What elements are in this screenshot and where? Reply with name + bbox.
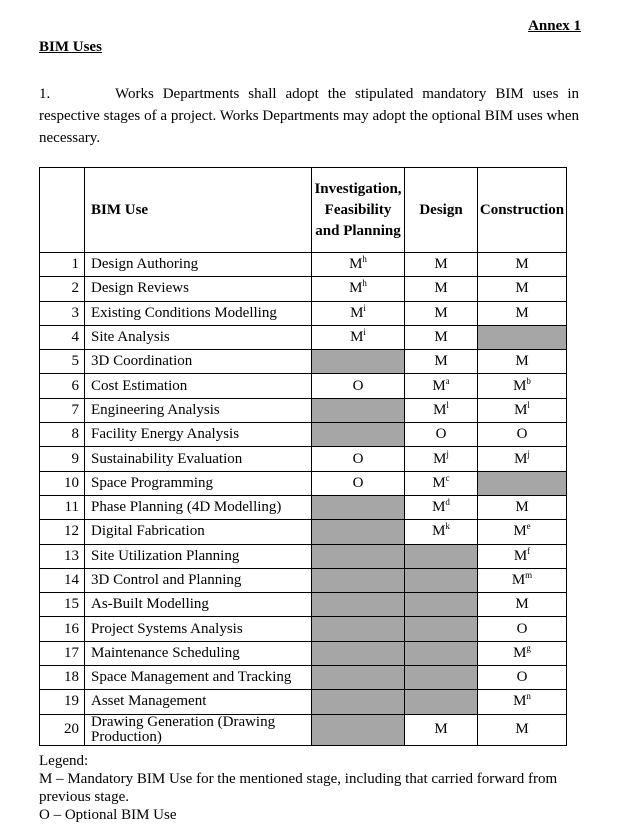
bim-use-name: Engineering Analysis (85, 398, 312, 422)
stage-des-cell (405, 520, 478, 544)
stage-requirement: M (513, 523, 527, 540)
table-row (40, 301, 567, 325)
stage-requirement: M (513, 547, 528, 564)
stage-des-cell (405, 374, 478, 398)
stage-des-cell (405, 398, 478, 422)
not-applicable-cell (405, 544, 478, 568)
table-row (40, 447, 567, 471)
header-investigation-line-1: Investigation, (314, 180, 402, 197)
stage-requirement: M (434, 721, 448, 738)
table-row (40, 350, 567, 374)
stage-des-cell (405, 714, 478, 745)
header-design: Design (405, 168, 478, 253)
paragraph-text: Works Departments shall adopt the stipulated mandatory BIM uses in respective stages of a project. Works Departments may adopt the optional BIM uses when necessary. (39, 86, 579, 146)
footnote-marker: k (445, 521, 450, 532)
bim-use-name: Facility Energy Analysis (85, 423, 312, 447)
footnote-marker: e (526, 521, 531, 532)
not-applicable-cell (312, 350, 405, 374)
stage-con-cell (478, 277, 567, 301)
table-header-row (40, 168, 567, 253)
stage-requirement: M (515, 499, 529, 516)
legend-mandatory: M – Mandatory BIM Use for the mentioned stage, including that carried forward from previous stage. (39, 771, 558, 805)
not-applicable-cell (478, 471, 567, 495)
table-row (40, 641, 567, 665)
footnote-marker: j (527, 448, 530, 459)
stage-inv-cell (312, 253, 405, 277)
stage-requirement: M (349, 280, 363, 297)
table-row (40, 471, 567, 495)
stage-des-cell (405, 325, 478, 349)
table-row (40, 277, 567, 301)
legend (39, 752, 584, 824)
table-row (40, 253, 567, 277)
stage-con-cell (478, 593, 567, 617)
stage-requirement: M (515, 304, 529, 321)
stage-inv-cell (312, 447, 405, 471)
stage-con-cell (478, 398, 567, 422)
footnote-marker: d (445, 497, 450, 508)
row-number: 13 (40, 544, 85, 568)
stage-con-cell (478, 350, 567, 374)
table-row (40, 398, 567, 422)
table-row (40, 666, 567, 690)
bim-use-name: As-Built Modelling (85, 593, 312, 617)
stage-des-cell (405, 301, 478, 325)
table-body (40, 253, 567, 746)
row-number: 4 (40, 325, 85, 349)
stage-inv-cell (312, 471, 405, 495)
footnote-marker: h (362, 254, 367, 265)
footnote-marker: l (527, 399, 530, 410)
row-number: 6 (40, 374, 85, 398)
stage-requirement: M (514, 401, 528, 418)
stage-requirement: M (515, 721, 529, 738)
not-applicable-cell (312, 423, 405, 447)
bim-use-name: Phase Planning (4D Modelling) (85, 495, 312, 519)
header-number-cell (40, 168, 85, 253)
table-row (40, 544, 567, 568)
bim-use-name: Drawing Generation (Drawing Production) (85, 714, 312, 745)
bim-use-name: Space Programming (85, 471, 312, 495)
stage-requirement: M (432, 474, 446, 491)
stage-con-cell (478, 423, 567, 447)
table-row (40, 593, 567, 617)
stage-con-cell (478, 641, 567, 665)
stage-con-cell (478, 544, 567, 568)
not-applicable-cell (312, 398, 405, 422)
bim-use-name: 3D Coordination (85, 350, 312, 374)
stage-requirement: M (434, 256, 448, 273)
stage-con-cell (478, 495, 567, 519)
stage-con-cell (478, 447, 567, 471)
bim-use-name: Site Analysis (85, 325, 312, 349)
header-construction: Construction (478, 168, 567, 253)
header-investigation (312, 168, 405, 253)
stage-requirement: M (434, 304, 448, 321)
footnote-marker: f (527, 545, 531, 556)
not-applicable-cell (405, 666, 478, 690)
row-number: 8 (40, 423, 85, 447)
bim-use-name: Design Authoring (85, 253, 312, 277)
table-row (40, 568, 567, 592)
footnote-marker: a (445, 375, 450, 386)
footnote-marker: h (362, 278, 367, 289)
not-applicable-cell (312, 666, 405, 690)
stage-con-cell (478, 301, 567, 325)
row-number: 18 (40, 666, 85, 690)
bim-use-name: Digital Fabrication (85, 520, 312, 544)
row-number: 16 (40, 617, 85, 641)
not-applicable-cell (312, 593, 405, 617)
not-applicable-cell (405, 568, 478, 592)
not-applicable-cell (312, 617, 405, 641)
header-bim-use: BIM Use (85, 168, 312, 253)
stage-requirement: M (514, 450, 528, 467)
table-row (40, 325, 567, 349)
not-applicable-cell (405, 593, 478, 617)
row-number: 10 (40, 471, 85, 495)
stage-requirement: O (516, 620, 528, 637)
table-row (40, 495, 567, 519)
stage-requirement: M (349, 256, 363, 273)
not-applicable-cell (312, 568, 405, 592)
footnote-marker: i (363, 302, 366, 313)
bim-use-name: 3D Control and Planning (85, 568, 312, 592)
stage-requirement: M (515, 256, 529, 273)
row-number: 11 (40, 495, 85, 519)
stage-des-cell (405, 350, 478, 374)
table-row (40, 714, 567, 745)
stage-requirement: M (350, 304, 364, 321)
stage-requirement: M (433, 401, 447, 418)
stage-requirement: M (432, 377, 446, 394)
not-applicable-cell (478, 325, 567, 349)
not-applicable-cell (312, 714, 405, 745)
row-number: 1 (40, 253, 85, 277)
section-heading: BIM Uses (39, 39, 102, 55)
bim-use-name: Cost Estimation (85, 374, 312, 398)
table-row (40, 374, 567, 398)
bim-use-name: Design Reviews (85, 277, 312, 301)
header-investigation-line-3: and Planning (315, 222, 401, 239)
stage-requirement: M (511, 572, 526, 588)
bim-use-name: Site Utilization Planning (85, 544, 312, 568)
stage-des-cell (405, 495, 478, 519)
stage-inv-cell (312, 374, 405, 398)
row-number: 9 (40, 447, 85, 471)
row-number: 12 (40, 520, 85, 544)
not-applicable-cell (312, 495, 405, 519)
stage-requirement: M (515, 596, 529, 613)
stage-requirement: M (433, 450, 447, 467)
bim-use-name: Existing Conditions Modelling (85, 301, 312, 325)
stage-con-cell (478, 520, 567, 544)
bim-use-name: Space Management and Tracking (85, 666, 312, 690)
table-row (40, 690, 567, 714)
footnote-marker: i (363, 327, 366, 338)
intro-paragraph (39, 83, 579, 149)
footnote-marker: l (446, 399, 449, 410)
table-row (40, 617, 567, 641)
stage-requirement: O (516, 669, 528, 686)
footnote-marker: b (526, 375, 531, 386)
not-applicable-cell (312, 641, 405, 665)
stage-requirement: M (515, 280, 529, 297)
not-applicable-cell (405, 690, 478, 714)
footnote-marker: c (445, 472, 450, 483)
stage-requirement: O (352, 474, 364, 491)
stage-requirement: M (434, 329, 448, 346)
legend-optional: O – Optional BIM Use (39, 807, 177, 823)
not-applicable-cell (405, 641, 478, 665)
row-number: 14 (40, 568, 85, 592)
bim-use-name: Asset Management (85, 690, 312, 714)
bim-uses-table (39, 167, 567, 746)
stage-des-cell (405, 447, 478, 471)
legend-title: Legend: (39, 753, 89, 769)
row-number: 17 (40, 641, 85, 665)
row-number: 5 (40, 350, 85, 374)
table-row (40, 520, 567, 544)
stage-con-cell (478, 666, 567, 690)
stage-con-cell (478, 690, 567, 714)
not-applicable-cell (405, 617, 478, 641)
stage-inv-cell (312, 325, 405, 349)
stage-des-cell (405, 253, 478, 277)
stage-inv-cell (312, 301, 405, 325)
stage-des-cell (405, 471, 478, 495)
row-number: 15 (40, 593, 85, 617)
table-row (40, 423, 567, 447)
row-number: 2 (40, 277, 85, 301)
stage-requirement: M (434, 353, 448, 370)
bim-use-name: Maintenance Scheduling (85, 641, 312, 665)
stage-requirement: O (352, 450, 364, 467)
stage-requirement: M (434, 280, 448, 297)
stage-requirement: M (513, 377, 527, 394)
header-investigation-line-2: Feasibility (324, 201, 392, 218)
bim-use-name: Project Systems Analysis (85, 617, 312, 641)
row-number: 7 (40, 398, 85, 422)
stage-des-cell (405, 277, 478, 301)
stage-requirement: O (352, 377, 364, 394)
stage-requirement: M (432, 523, 446, 540)
footnote-marker: n (526, 691, 531, 702)
stage-inv-cell (312, 277, 405, 301)
stage-con-cell (478, 714, 567, 745)
not-applicable-cell (312, 690, 405, 714)
stage-con-cell (478, 374, 567, 398)
stage-requirement: M (513, 693, 527, 710)
row-number: 20 (40, 714, 85, 745)
stage-requirement: M (350, 329, 364, 346)
row-number: 19 (40, 690, 85, 714)
not-applicable-cell (312, 544, 405, 568)
stage-con-cell (478, 568, 567, 592)
stage-requirement: M (513, 644, 527, 661)
stage-requirement: O (516, 426, 528, 443)
not-applicable-cell (312, 520, 405, 544)
row-number: 3 (40, 301, 85, 325)
bim-use-name: Sustainability Evaluation (85, 447, 312, 471)
stage-requirement: M (515, 353, 529, 370)
annex-label: Annex 1 (528, 18, 581, 34)
stage-requirement: O (435, 426, 447, 443)
footnote-marker: j (446, 448, 449, 459)
paragraph-number: 1. (39, 86, 51, 102)
stage-requirement: M (432, 499, 446, 516)
footnote-marker: m (525, 570, 533, 580)
stage-des-cell (405, 423, 478, 447)
footnote-marker: g (526, 642, 531, 653)
stage-con-cell (478, 253, 567, 277)
stage-con-cell (478, 617, 567, 641)
